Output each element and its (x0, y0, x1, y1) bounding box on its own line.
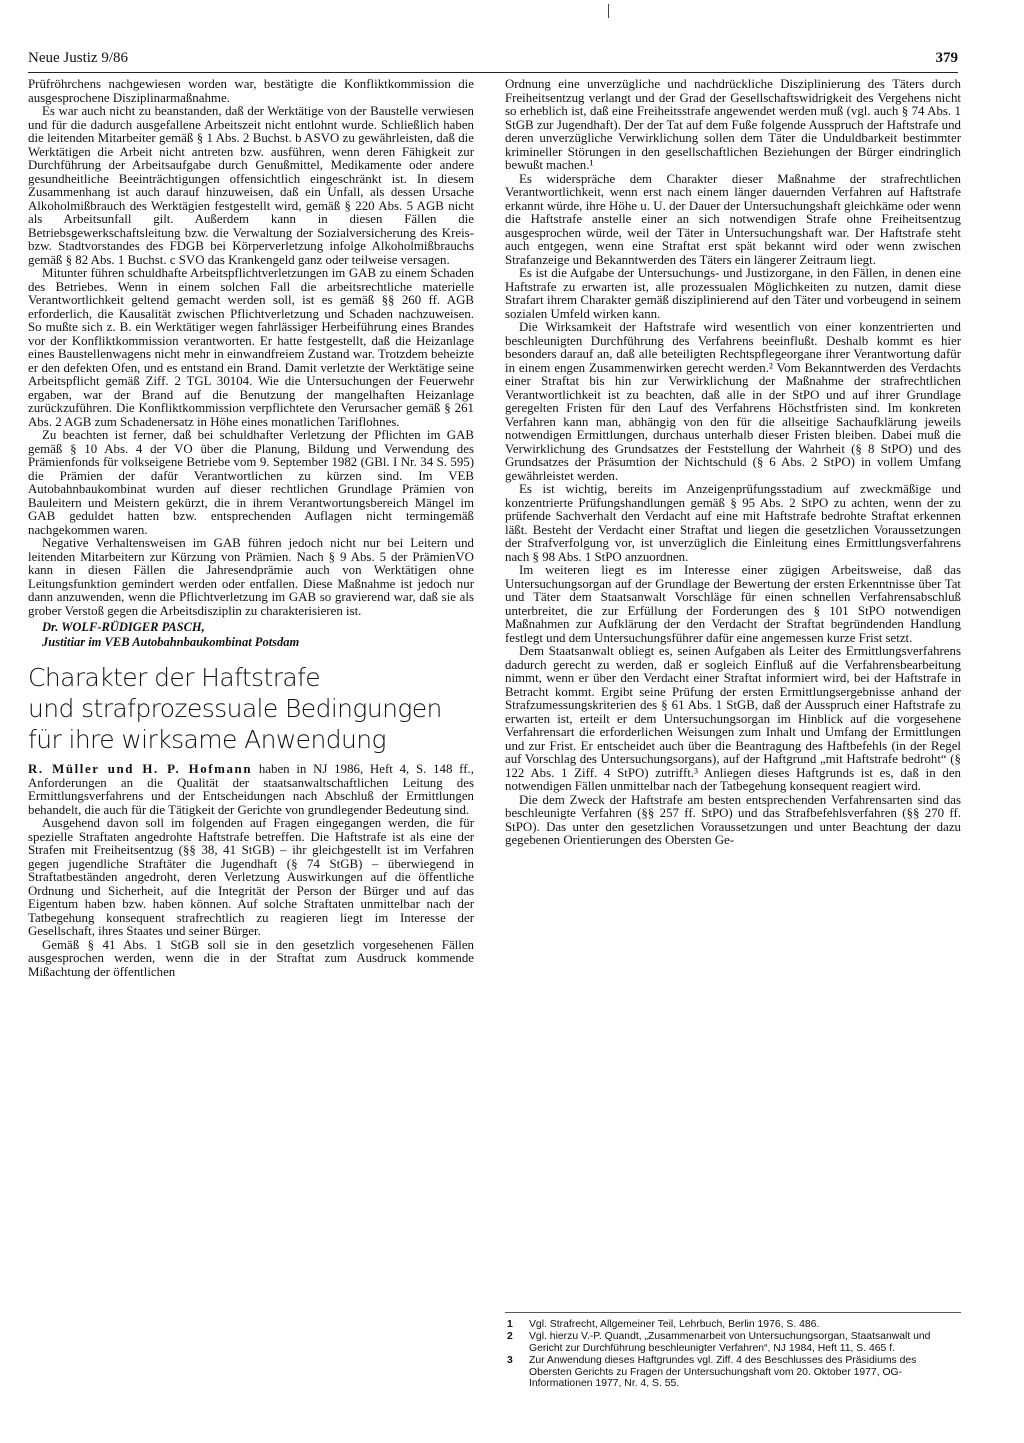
left-column (28, 78, 474, 979)
paragraph: Es ist wichtig, bereits im Anzeigenprüfungsstadium auf zweckmäßige und konzentrierte Prüfungshandlungen gemäß § 95 Abs. 2 StPO zu achten, wenn der zu prüfende Sachverhalt den Verdacht auf eine mit Haftstrafe bedrohte Straftat erkennen läßt. Besteht der Verdacht einer Straftat und liegen die gesetzlichen Voraussetzungen der Strafverfolgung vor, ist unverzüglich die Einleitung eines Ermittlungsverfahrens nach § 98 Abs. 1 StPO anzuordnen. (505, 482, 961, 564)
paragraph: Negative Verhaltensweisen im GAB führen jedoch nicht nur bei Leitern und leitenden Mitarbeitern zur Kürzung von Prämien. Nach § 9 Abs. 5 der PrämienVO kann in diesen Fällen die Jahresendprämie auch von Werktätigen ohne Leitungsfunktion gemindert werden oder entfallen. Diese Maßnahme ist jedoch nur dann anzuwenden, wenn die Pflichtverletzung im GAB so gravierend war, daß sie als grober Verstoß gegen die Arbeitsdisziplin zu charakterisieren ist. (28, 536, 474, 618)
footnote-number: 3 (507, 1355, 513, 1367)
right-column (505, 78, 961, 848)
footnotes (505, 1312, 961, 1390)
page-number: 379 (935, 50, 958, 66)
paragraph: Im weiteren liegt es im Interesse einer zügigen Arbeitsweise, daß das Untersuchungsorgan auf der Grundlage der Bewertung der ersten Erkenntnisse über Tat und Täter dem Staatsanwalt Vorschläge für einen schnellen Verfahrensabschluß unterbreitet, die zur Erfüllung der Forderungen des § 101 StPO notwendigen Maßnahmen zur Aufklärung der den Verdacht der Straftat begründenden Handlung festlegt und dem Untersuchungsführer dafür eine angemessen kurze Frist setzt. (505, 563, 961, 645)
journal-page (28, 50, 961, 1430)
running-header (28, 50, 958, 73)
footnote-text: Vgl. Strafrecht, Allgemeiner Teil, Lehrbuch, Berlin 1976, S. 486. (529, 1319, 820, 1330)
author-name: Dr. WOLF-RÜDIGER PASCH, (42, 620, 205, 634)
margin-mark (608, 4, 609, 18)
headline-line: Charakter der Haftstrafe (28, 663, 321, 692)
footnote-number: 1 (507, 1319, 513, 1330)
paragraph: Ordnung eine unverzügliche und nachdrückliche Disziplinierung des Täters durch Freiheitsentzug verlangt und der Grad der Gesellschaftswidrigkeit des Vergehens nicht so erheblich ist, daß eine Freiheitsstrafe angewendet werden muß (vgl. auch § 74 Abs. 1 StGB zur Jugendhaft). Der der Tat auf dem Fuße folgende Ausspruch der Haftstrafe und deren unverzügliche Verwirklichung sollen dem Täter die Unduldbarkeit bestimmter krimineller Störungen in den gesellschaftlichen Beziehungen der Bürger eindringlich bewußt machen.¹ (505, 77, 961, 172)
author-affiliation: Justitiar im VEB Autobahnbaukombinat Potsdam (42, 635, 300, 649)
intro-text: haben in NJ 1986, Heft 4, S. 148 ff., Anforderungen an die Qualität der staatsanwaltschaftlichen Leitung des Ermittlungsverfahrens und der Entscheidungen nach Abschluß der Ermittlungen behandelt, die auch für die Tätigkeit der Gerichte von grundlegender Bedeutung sind. (28, 762, 474, 817)
footnote-text: Zur Anwendung dieses Haftgrundes vgl. Ziff. 4 des Beschlusses des Präsidiums des Obersten Gerichts zu Fragen der Untersuchungshaft vom 20. Oktober 1977, OG-Informationen 1977, Nr. 4, S. 55. (529, 1355, 917, 1390)
journal-title: Neue Justiz 9/86 (28, 50, 128, 66)
footnote-text: Vgl. hierzu V.-P. Quandt, „Zusammenarbeit von Untersuchungsorgan, Staatsanwalt und Gericht zur Durchführung beschleunigter Verfahren“, NJ 1984, Heft 11, S. 465 f. (529, 1331, 931, 1354)
paragraph: Mitunter führen schuldhafte Arbeitspflichtverletzungen im GAB zu einem Schaden des Betriebes. Wenn in einem solchen Fall die arbeitsrechtliche materielle Verantwortlichkeit geltend gemacht werden soll, ist es gemäß §§ 260 ff. AGB erforderlich, die Kausalität zwischen Pflichtverletzung und Schaden nachzuweisen. So mußte sich z. B. ein Werktätiger wegen fahrlässiger Herbeiführung eines Brandes vor der Konfliktkommission verantworten. Er hatte festgestellt, daß die Heizanlage eines Baustellenwagens nicht mehr in einwandfreiem Zustand war. Trotzdem beheizte er den defekten Ofen, und es entstand ein Brand. Damit verletzte der Werktätige seine Arbeitspflicht gemäß Ziff. 2 TGL 30104. Wie die Untersuchungen der Feuerwehr ergaben, war der Brand auf die Benutzung der mangelhaften Heizanlage zurückzuführen. Die Konfliktkommission verpflichtete den Verursacher gemäß § 261 Abs. 2 AGB zum Schadenersatz in Höhe eines monatlichen Tariflohnes. (28, 266, 474, 429)
paragraph: Ausgehend davon soll im folgenden auf Fragen eingegangen werden, die für spezielle Straftaten angedrohte Haftstrafe betreffen. Die Haftstrafe ist als eine der Strafen mit Freiheitsentzug (§§ 38, 41 StGB) – ihr gleichgestellt ist im Verfahren gegen jugendliche Straftäter die Jugendhaft (§ 74 StGB) – überwiegend in Straftatbeständen angedroht, deren Verletzung Auswirkungen auf die öffentliche Ordnung und Sicherheit, auf die Integrität der Person der Bürger und auf das Eigentum haben bzw. haben können. Auf solche Straftaten unmittelbar nach der Tatbegehung konsequent strafrechtlich zu reagieren liegt im Interesse der Gesellschaft, ihres Staates und seiner Bürger. (28, 816, 474, 938)
footnote (505, 1331, 961, 1354)
paragraph: Dem Staatsanwalt obliegt es, seinen Aufgaben als Leiter des Ermittlungsverfahrens dadurch gerecht zu werden, daß er sogleich Einfluß auf die Verfahrensbearbeitung nimmt, wenn er über den Verdacht einer Straftat informiert wird, bei der Haftstrafe in Betracht kommt. Ergibt seine Prüfung der ersten Ermittlungsergebnisse anhand der Strafzumessungskriterien des § 61 Abs. 1 StGB, daß der Ausspruch einer Haftstrafe zu erwarten ist, erteilt er dem Untersuchungsorgan im Hinblick auf die vorgesehene Verfahrensart die erforderlichen Weisungen zum Inhalt und Umfang der Ermittlungen und zur Frist. Er entscheidet auch über die Beantragung des Haftbefehls (in der Regel auf Vorschlag des Untersuchungsorgans), auf der Haftgrund „mit Haftstrafe bedroht“ (§ 122 Abs. 1 Ziff. 4 StPO) zutrifft.³ Anliegen dieses Haftgrunds ist es, daß in den notwendigen Fällen unmittelbar nach der Tatbegehung konsequent reagiert wird. (505, 644, 961, 793)
paragraph: Es war auch nicht zu beanstanden, daß der Werktätige von der Baustelle verwiesen und für die dadurch ausgefallene Arbeitszeit nicht entlohnt wurde. Schließlich haben die leitenden Mitarbeiter gemäß § 1 Abs. 2 Buchst. b ASVO zu gewährleisten, daß die Werktätigen die Arbeit nicht antreten bzw. ausführen, wenn deren Fähigkeit zur Durchführung der Arbeitsaufgabe durch Genußmittel, Medikamente oder andere gesundheitliche Beeinträchtigungen offensichtlich eingeschränkt ist. In diesem Zusammenhang ist auch darauf hinzuweisen, daß ein Unfall, als dessen Ursache Alkoholmißbrauch des Werktägien festgestellt wird, gemäß § 220 Abs. 5 AGB nicht als Arbeitsunfall gilt. Außerdem kann in diesen Fällen die Betriebsgewerkschaftsleitung bzw. die Verwaltung der Sozialversicherung des Kreis- bzw. Stadtvorstandes des FDGB bei Körperverletzung infolge Alkoholmißbrauchs gemäß § 82 Abs. 1 Buchst. c SVO das Krankengeld ganz oder teilweise versagen. (28, 104, 474, 267)
headline-line: und strafprozessuale Bedingungen (28, 694, 442, 723)
paragraph: Es widerspräche dem Charakter dieser Maßnahme der strafrechtlichen Verantwortlichkeit, wenn erst nach einem länger dauernden Verfahren auf Haftstrafe erkannt würde, ihre Höhe u. U. der Dauer der Untersuchungshaft gleichkäme oder wenn die Haftstrafe anstelle einer an sich notwendigen Strafe ohne Freiheitsentzug ausgesprochen würde, weil der Täter in Untersuchungshaft war. Der Haftstrafe steht auch entgegen, wenn eine Straftat erst spät bekannt wird oder wenn zwischen Strafanzeige und Bekanntwerden des Täters ein längerer Zeitraum liegt. (505, 171, 961, 267)
author-signature (28, 620, 474, 650)
footnote-number: 2 (507, 1331, 513, 1343)
paragraph: Gemäß § 41 Abs. 1 StGB soll sie in den gesetzlich vorgesehenen Fällen ausgesprochen werden, wenn die in der Straftat zum Ausdruck kommende Mißachtung der öffentlichen (28, 937, 474, 979)
paragraph: Zu beachten ist ferner, daß bei schuldhafter Verletzung der Pflichten im GAB gemäß § 10 Abs. 4 der VO über die Planung, Bildung und Verwendung des Prämienfonds für volkseigene Betriebe vom 9. September 1982 (GBl. I Nr. 34 S. 595) die Prämien der dafür Verantwortlichen zu kürzen sind. Im VEB Autobahnbaukombinat wurden auf dieser rechtlichen Grundlage Prämien von Bauleitern und Meistern gekürzt, die in ihrem Verantwortungsbereich Mängel im GAB geduldet hatten bzw. entsprechenden Auflagen nicht termingemäß nachgekommen waren. (28, 428, 474, 537)
footnote (505, 1355, 961, 1389)
paragraph: Die Wirksamkeit der Haftstrafe wird wesentlich von einer konzentrierten und beschleunigten Durchführung des Verfahrens beeinflußt. Deshalb kommt es hier besonders darauf an, daß alle beteiligten Rechtspflegeorgane ihrer Verantwortung dafür in einem engen Zusammenwirken gerecht werden.² Vom Bekanntwerden des Verdachts einer Straftat bis hin zur Verwirklichung der Maßnahme der strafrechtlichen Verantwortlichkeit ist zu beachten, daß alle in der StPO und auf ihrer Grundlage geregelten Fristen für den Lauf des Verfahrens Höchstfristen sind. Im konkreten Verfahren kann man, abhängig von den für die allseitige Sachaufklärung jeweils notwendigen Ermittlungen, durchaus unterhalb dieser Fristen bleiben. Dabei muß die Verwirklichung des Grundsatzes der Feststellung der Wahrheit (§ 8 StPO) und des Grundsatzes der Präsumtion der Nichtschuld (§ 6 Abs. 2 StPO) in vollem Umfang gewährleistet werden. (505, 320, 961, 483)
headline-line: für ihre wirksame Anwendung (28, 725, 386, 754)
article-headline (28, 662, 474, 755)
paragraph: Die dem Zweck der Haftstrafe am besten entsprechenden Verfahrensarten sind das beschleunigte Verfahren (§§ 257 ff. StPO) und das Strafbefehlsverfahren (§§ 270 ff. StPO). Das unter den gesetzlichen Voraussetzungen und unter Beachtung der dazu gegebenen Orientierungen des Obersten Ge- (505, 792, 961, 847)
cited-authors: R. Müller und H. P. Hofmann (28, 762, 253, 776)
footnote (505, 1319, 961, 1330)
paragraph: Prüfröhrchens nachgewiesen worden war, bestätigte die Konfliktkommission die ausgesprochene Disziplinarmaßnahme. (28, 77, 474, 105)
article-intro (28, 763, 474, 817)
paragraph: Es ist die Aufgabe der Untersuchungs- und Justizorgane, in den Fällen, in denen eine Haftstrafe zu erwarten ist, alle prozessualen Möglichkeiten zu nutzen, damit diese Strafart ihrem Charakter gemäß disziplinierend auf den Täter und vorbeugend in seinem sozialen Umfeld wirken kann. (505, 266, 961, 321)
